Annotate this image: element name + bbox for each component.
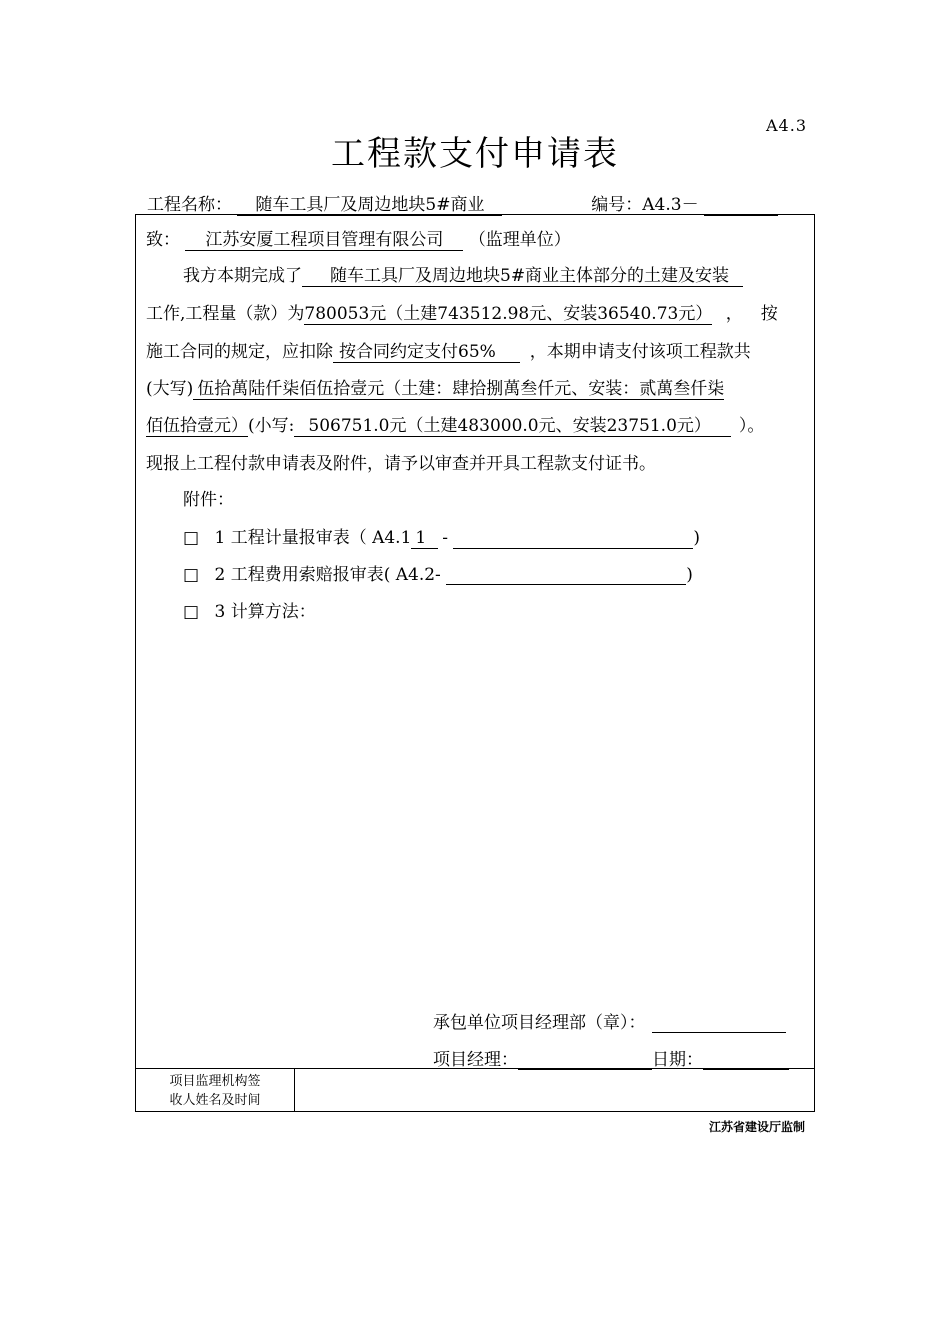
footer-label — [136, 1069, 295, 1112]
recipient-suffix: （监理单位） — [468, 230, 571, 250]
body-l1-value: 随车工具厂及周边地块5#商业主体部分的土建及安装 — [302, 266, 743, 287]
attachment-1-text: 1 工程计量报审表（ A4.1 — [214, 528, 412, 548]
project-name-value: 随车工具厂及周边地块5#商业 — [237, 195, 502, 216]
manager-label: 项目经理： — [433, 1050, 518, 1070]
recipient-line — [146, 225, 571, 251]
body-l5-value: 佰伍拾壹元） — [146, 416, 248, 436]
body-line-6: 现报上工程付款申请表及附件，请予以审查并开具工程款支付证书。 — [146, 454, 656, 474]
project-name-label: 工程名称： — [147, 195, 232, 215]
attachment-1-blank — [453, 530, 693, 549]
checkbox-2[interactable]: □ — [183, 565, 200, 585]
body-l5-amount: 506751.0元（土建483000.0元、安装23751.0元） — [294, 416, 731, 437]
body-line-1 — [183, 261, 743, 287]
attachment-1-value: 1 — [411, 528, 438, 549]
attachment-item-3 — [183, 597, 316, 622]
unit-signature-line — [433, 1008, 786, 1033]
attachment-3-text: 3 计算方法： — [214, 602, 316, 622]
body-line-2 — [146, 299, 796, 325]
attachment-item-1 — [183, 523, 700, 549]
attachments-label: 附件： — [183, 490, 234, 510]
project-header — [147, 190, 778, 216]
issuer-label: 江苏省建设厅监制 — [708, 1120, 805, 1134]
recipient-company: 江苏安厦工程项目管理有限公司 — [185, 230, 463, 251]
body-l3-value: 按合同约定支付65% — [333, 342, 520, 363]
page-title: 工程款支付申请表 — [331, 134, 619, 174]
body-l1-prefix: 我方本期完成了 — [183, 266, 302, 286]
body-line-5 — [146, 411, 764, 437]
attachment-item-2 — [183, 560, 693, 585]
unit-label: 承包单位项目经理部（章）： — [433, 1013, 646, 1033]
date-label: 日期： — [652, 1050, 703, 1070]
attachment-2-text: 2 工程费用索赔报审表( A4.2- — [214, 565, 441, 585]
checkbox-3[interactable]: □ — [183, 602, 200, 622]
attachment-1-close: ) — [693, 528, 701, 548]
body-l4-value: 伍拾萬陆仟柒佰伍拾壹元（土建：肆拾捌萬叁仟元、安装：贰萬叁仟柒 — [193, 379, 724, 400]
body-l5-suffix: ）。 — [738, 416, 765, 436]
attachment-2-close: ) — [686, 565, 693, 585]
body-l4-prefix: (大写) — [146, 379, 194, 399]
body-l2-suffix: ，按 — [725, 304, 796, 324]
body-l2-prefix: 工作,工程量（款）为 — [146, 304, 305, 324]
footer-row — [136, 1068, 814, 1112]
manager-signature-line — [433, 1045, 789, 1070]
footer-line-1: 项目监理机构签 — [169, 1074, 261, 1089]
body-l3-suffix: ，本期申请支付该项工程款共 — [529, 342, 751, 362]
footer-line-2: 收人姓名及时间 — [169, 1093, 261, 1108]
unit-blank — [652, 1014, 786, 1033]
body-line-3 — [146, 337, 751, 363]
recipient-prefix: 致： — [146, 230, 180, 250]
number-label: 编号：A4.3－ — [591, 195, 699, 215]
body-l5-mid: (小写: — [248, 416, 295, 436]
body-l3-prefix: 施工合同的规定，应扣除 — [146, 342, 333, 362]
checkbox-1[interactable]: □ — [183, 528, 200, 548]
form-code: A4.3 — [766, 116, 807, 135]
attachment-2-blank — [446, 566, 686, 585]
body-l2-value: 780053元（土建743512.98元、安装36540.73元） — [304, 304, 713, 324]
form-box — [135, 214, 815, 1112]
body-line-4 — [146, 374, 724, 400]
attachment-1-after: - — [442, 528, 448, 548]
